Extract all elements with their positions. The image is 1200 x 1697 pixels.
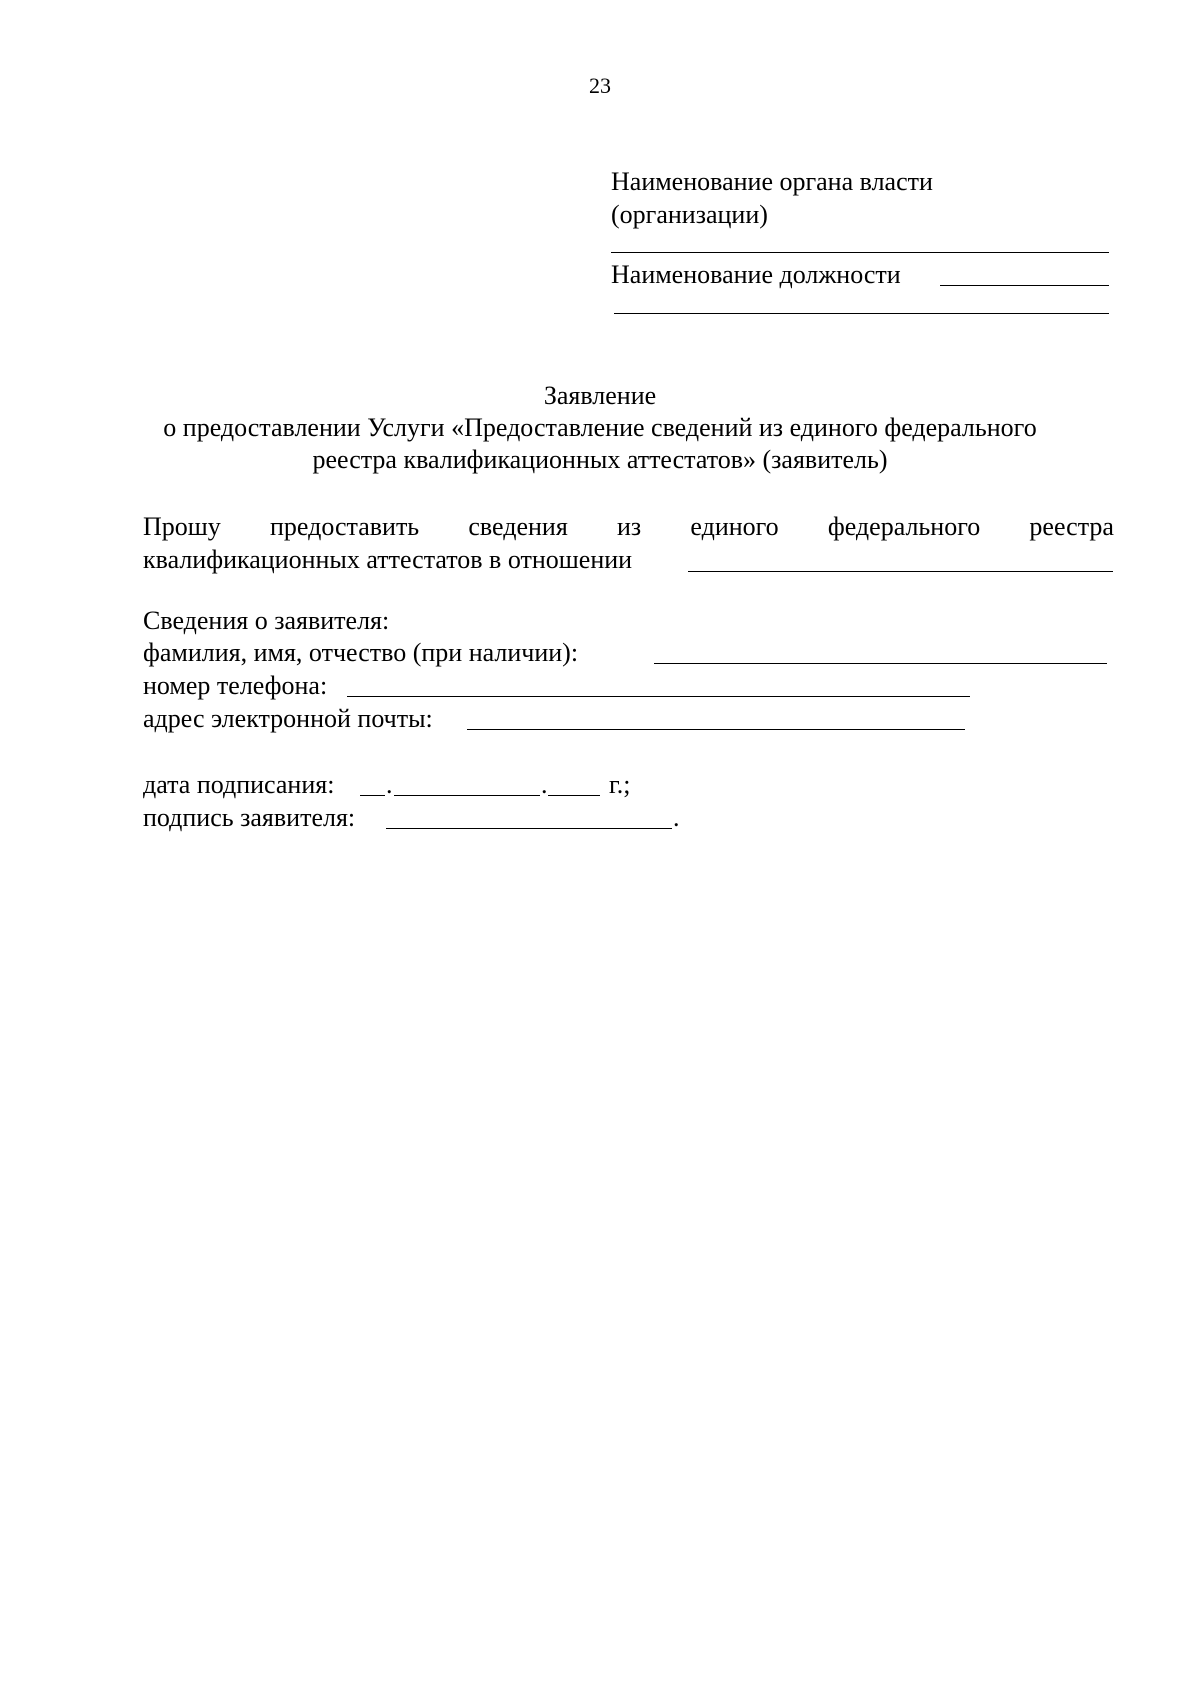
date-separator: . xyxy=(386,770,393,799)
request-line2: квалификационных аттестатов в отношении xyxy=(143,545,633,574)
date-year-line[interactable] xyxy=(548,795,600,796)
page-number: 23 xyxy=(589,73,611,98)
title-line3: реестра квалификационных аттестатов» (заявитель) xyxy=(312,445,888,474)
official-name-line[interactable] xyxy=(614,313,1109,314)
request-word: предоставить xyxy=(270,512,420,541)
request-word: Прошу xyxy=(143,512,221,541)
title-heading: Заявление xyxy=(543,381,657,410)
fio-label: фамилия, имя, отчество (при наличии): xyxy=(143,638,579,667)
authority-label-line1: Наименование органа власти xyxy=(611,167,933,196)
date-label: дата подписания: xyxy=(143,770,335,799)
fio-field-line[interactable] xyxy=(654,663,1107,664)
request-word: единого xyxy=(690,512,779,541)
authority-label-line2: (организации) xyxy=(611,200,768,229)
position-label: Наименование должности xyxy=(611,260,901,289)
phone-field-line[interactable] xyxy=(347,696,970,697)
request-word: из xyxy=(617,512,642,541)
title-line2: о предоставлении Услуги «Предоставление сведений из единого федерального xyxy=(163,413,1037,442)
request-subject-line[interactable] xyxy=(688,571,1113,572)
request-word: реестра xyxy=(1029,512,1114,541)
request-word: федерального xyxy=(827,512,981,541)
applicant-section-label: Сведения о заявителя: xyxy=(143,606,390,635)
signature-field-line[interactable] xyxy=(386,828,672,829)
date-separator: . xyxy=(541,770,548,799)
request-line1 xyxy=(143,511,1114,543)
position-name-line[interactable] xyxy=(940,285,1109,286)
phone-label: номер телефона: xyxy=(143,671,328,700)
email-label: адрес электронной почты: xyxy=(143,704,433,733)
authority-name-line[interactable] xyxy=(611,252,1109,253)
date-day-line[interactable] xyxy=(360,795,385,796)
signature-label: подпись заявителя: xyxy=(143,803,356,832)
document-title xyxy=(0,380,1200,476)
date-year-suffix: г.; xyxy=(609,770,631,799)
request-word: сведения xyxy=(468,512,568,541)
date-month-line[interactable] xyxy=(394,795,540,796)
email-field-line[interactable] xyxy=(467,729,965,730)
signature-end-period: . xyxy=(673,803,680,832)
